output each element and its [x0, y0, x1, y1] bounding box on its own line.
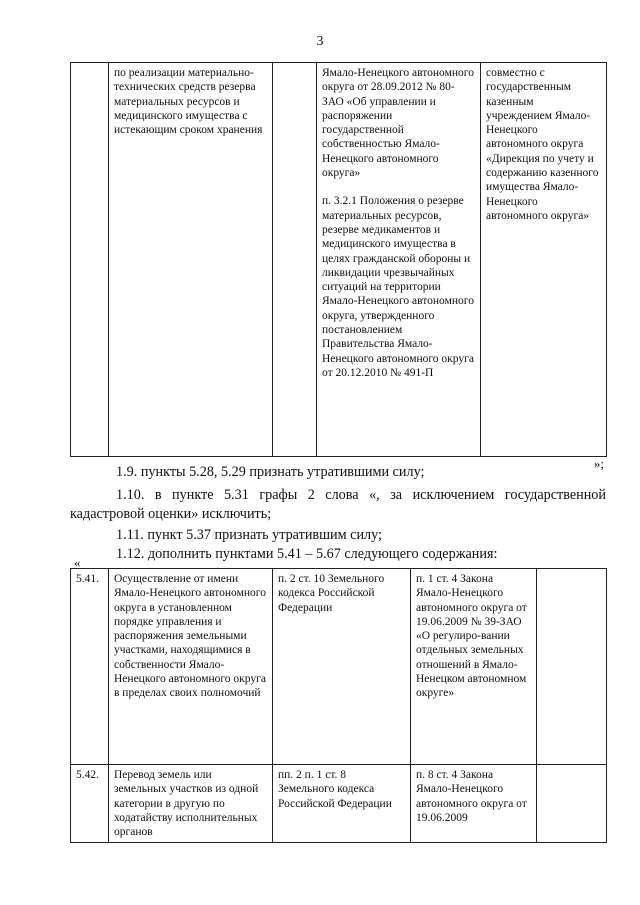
- table-cell-legal-basis: [317, 63, 481, 457]
- table-row: [71, 569, 607, 765]
- table-cell-note: [537, 569, 607, 765]
- table-cell-note: [537, 765, 607, 843]
- paragraph-1-12: 1.12. дополнить пунктами 5.41 – 5.67 следующего содержания:: [116, 546, 498, 562]
- paragraph-1-10-line1: 1.10. в пункте 5.31 графы 2 слова «, за исключением государственной: [116, 487, 606, 503]
- closing-quote: »;: [593, 456, 604, 471]
- table-cell-regional-basis: п. 8 ст. 4 Закона Ямало-Ненецкого автономного округа от 19.06.2009: [411, 765, 537, 843]
- table-row: [71, 63, 607, 457]
- page-number: 3: [316, 34, 324, 49]
- table-cell-note: совместно с государственным казенным учреждением Ямало-Ненецкого автономного округа «Дирекция по учету и содержанию казенного имущества Ямало-Ненецкого автономного округа»: [481, 63, 607, 457]
- table-cell-description: Осуществление от имени Ямало-Ненецкого автономного округа в установленном порядке управления и распоряжения земельными участками, находящимися в собственности Ямало-Ненецкого автономного округа в пределах своих полномочий: [109, 569, 273, 765]
- legal-basis-para-1: Ямало-Ненецкого автономного округа от 28.09.2012 № 80-ЗАО «Об управлении и распоряжении государственной собственностью Ямало-Ненецкого автономного округа»: [322, 67, 474, 180]
- paragraph-1-9: 1.9. пункты 5.28, 5.29 признать утратившими силу;: [116, 464, 425, 480]
- new-items-table: [70, 568, 607, 843]
- opening-quote: «: [74, 555, 81, 570]
- table-cell-regional-basis: п. 1 ст. 4 Закона Ямало-Ненецкого автономного округа от 19.06.2009 № 39-ЗАО «О регулиро-вании отдельных земельных отношений в Ямало-Ненецком автономном округе»: [411, 569, 537, 765]
- table-cell-description: Перевод земель или земельных участков из одной категории в другую по ходатайству исполнительных органов: [109, 765, 273, 843]
- continued-table: [70, 62, 607, 457]
- table-cell-description: по реализации материально-технических средств резерва материальных ресурсов и медицинского имущества с истекающим сроком хранения: [109, 63, 273, 457]
- table-cell-num: 5.41.: [71, 569, 109, 765]
- table-cell-num: [71, 63, 109, 457]
- table-cell-federal-basis: пп. 2 п. 1 ст. 8 Земельного кодекса Российской Федерации: [273, 765, 411, 843]
- paragraph-1-11: 1.11. пункт 5.37 признать утратившим силу;: [116, 527, 382, 543]
- table-cell-num: 5.42.: [71, 765, 109, 843]
- paragraph-1-10-line2: кадастровой оценки» исключить;: [70, 506, 272, 522]
- table-row: [71, 765, 607, 843]
- table-cell-federal-basis: п. 2 ст. 10 Земельного кодекса Российской Федерации: [273, 569, 411, 765]
- legal-basis-para-2: п. 3.2.1 Положения о резерве материальных ресурсов, резерве медикаментов и медицинского имущества в целях гражданской обороны и ликвидации чрезвычайных ситуаций на территории Ямало-Ненецкого автономного округа, утвержденного постановлением Правительства Ямало-Ненецкого автономного округа от 20.12.2010 № 491-П: [322, 195, 474, 379]
- table-cell-empty: [273, 63, 317, 457]
